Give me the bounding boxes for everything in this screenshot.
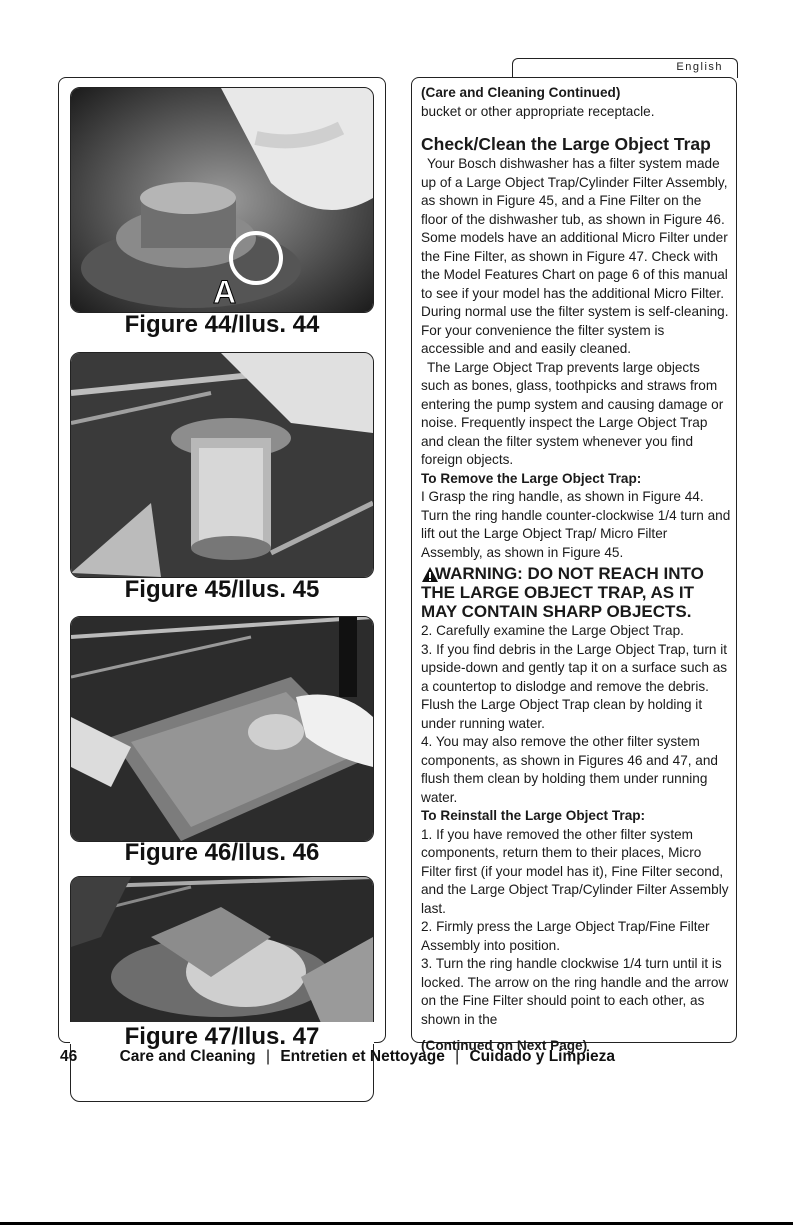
reinstall-step-1: 1. If you have removed the other filter system components, return them to their places, Micro Filter first (if your model has it), Fine Filter second, and the Large Object Trap/Cylinder Filter Assembly last.	[421, 826, 729, 916]
page-footer	[60, 1048, 615, 1066]
remove-step-4: 4. You may also remove the other filter system components, as shown in Figures 46 and 47, and flush them clean by holding them under running water.	[421, 734, 718, 805]
page-number: 46	[60, 1048, 78, 1065]
language-tab	[512, 58, 738, 78]
language-tab-label: English	[676, 61, 723, 73]
figure-44-caption: Figure 44/Ilus. 44	[124, 311, 320, 338]
figure-47-photo	[70, 876, 374, 1102]
remove-step-3: 3. If you find debris in the Large Object Trap, turn it upside-down and gently tap it on a surface such as a countertop to dislodge and remove the debris. Flush the Large Object Trap clean by holding it under running water.	[421, 641, 728, 731]
reinstall-heading: To Reinstall the Large Object Trap:	[421, 808, 646, 823]
paragraph-filter-system: Your Bosch dishwasher has a filter system made up of a Large Object Trap/Cylinder Filter Assembly, as shown in Figure 45, and a Fine Filter on the floor of the dishwasher tub, as shown in Figure 46. Some models have an additional Micro Filter under the Fine Filter, as shown in Figure 47. Check with the Model Features Chart on page 6 of this manual to see if your model has the additional Micro Filter. During normal use the filter system is self-cleaning. For your convenience the filter system is accessible and and easily cleaned.	[421, 156, 729, 356]
text-column	[421, 84, 731, 1056]
remove-step-2: 2. Carefully examine the Large Object Trap.	[421, 623, 684, 638]
figure-45-photo	[70, 352, 374, 578]
remove-step-1: I Grasp the ring handle, as shown in Figure 44. Turn the ring handle counter-clockwise 1/4 turn and lift out the Large Object Trap/ Micro Filter Assembly, as shown in Figure 45.	[421, 489, 731, 560]
warning-block	[421, 564, 731, 621]
figure-44-photo	[70, 87, 374, 313]
figure-45-caption: Figure 45/Ilus. 45	[124, 576, 320, 603]
footer-separator: |	[265, 1048, 270, 1065]
reinstall-step-2: 2. Firmly press the Large Object Trap/Fine Filter Assembly into position.	[421, 919, 710, 953]
callout-letter-a: A	[213, 274, 237, 310]
paragraph-intro: bucket or other appropriate receptacle.	[421, 103, 655, 119]
warning-text: WARNING: DO NOT REACH INTO THE LARGE OBJECT TRAP, AS IT MAY CONTAIN SHARP OBJECTS.	[421, 564, 704, 621]
paragraph-large-object-trap: The Large Object Trap prevents large objects such as bones, glass, toothpicks and straws from entering the pump system and causing damage or noise. Frequently inspect the Large Object Trap and clean the filter system whenever you find foreign objects.	[421, 359, 724, 467]
remove-heading: To Remove the Large Object Trap:	[421, 470, 642, 486]
warning-triangle-icon	[421, 566, 439, 583]
footer-section-es: Cuidado y Limpieza	[469, 1048, 616, 1065]
footer-separator: |	[455, 1048, 460, 1065]
section-title: Check/Clean the Large Object Trap	[421, 134, 711, 154]
figure-47-caption: Figure 47/Ilus. 47	[124, 1023, 320, 1050]
footer-section-fr: Entretien et Nettoyage	[280, 1048, 445, 1065]
footer-section-en: Care and Cleaning	[119, 1048, 256, 1065]
continued-next-page: (Continued on Next Page)	[421, 1038, 588, 1053]
reinstall-step-3: 3. Turn the ring handle clockwise 1/4 turn until it is locked. The arrow on the ring handle and the arrow on the Fine Filter should point to each other, as shown in the	[421, 956, 729, 1027]
continued-heading: (Care and Cleaning Continued)	[421, 85, 621, 100]
figure-46-caption: Figure 46/Ilus. 46	[124, 839, 320, 866]
figure-46-photo	[70, 616, 374, 842]
